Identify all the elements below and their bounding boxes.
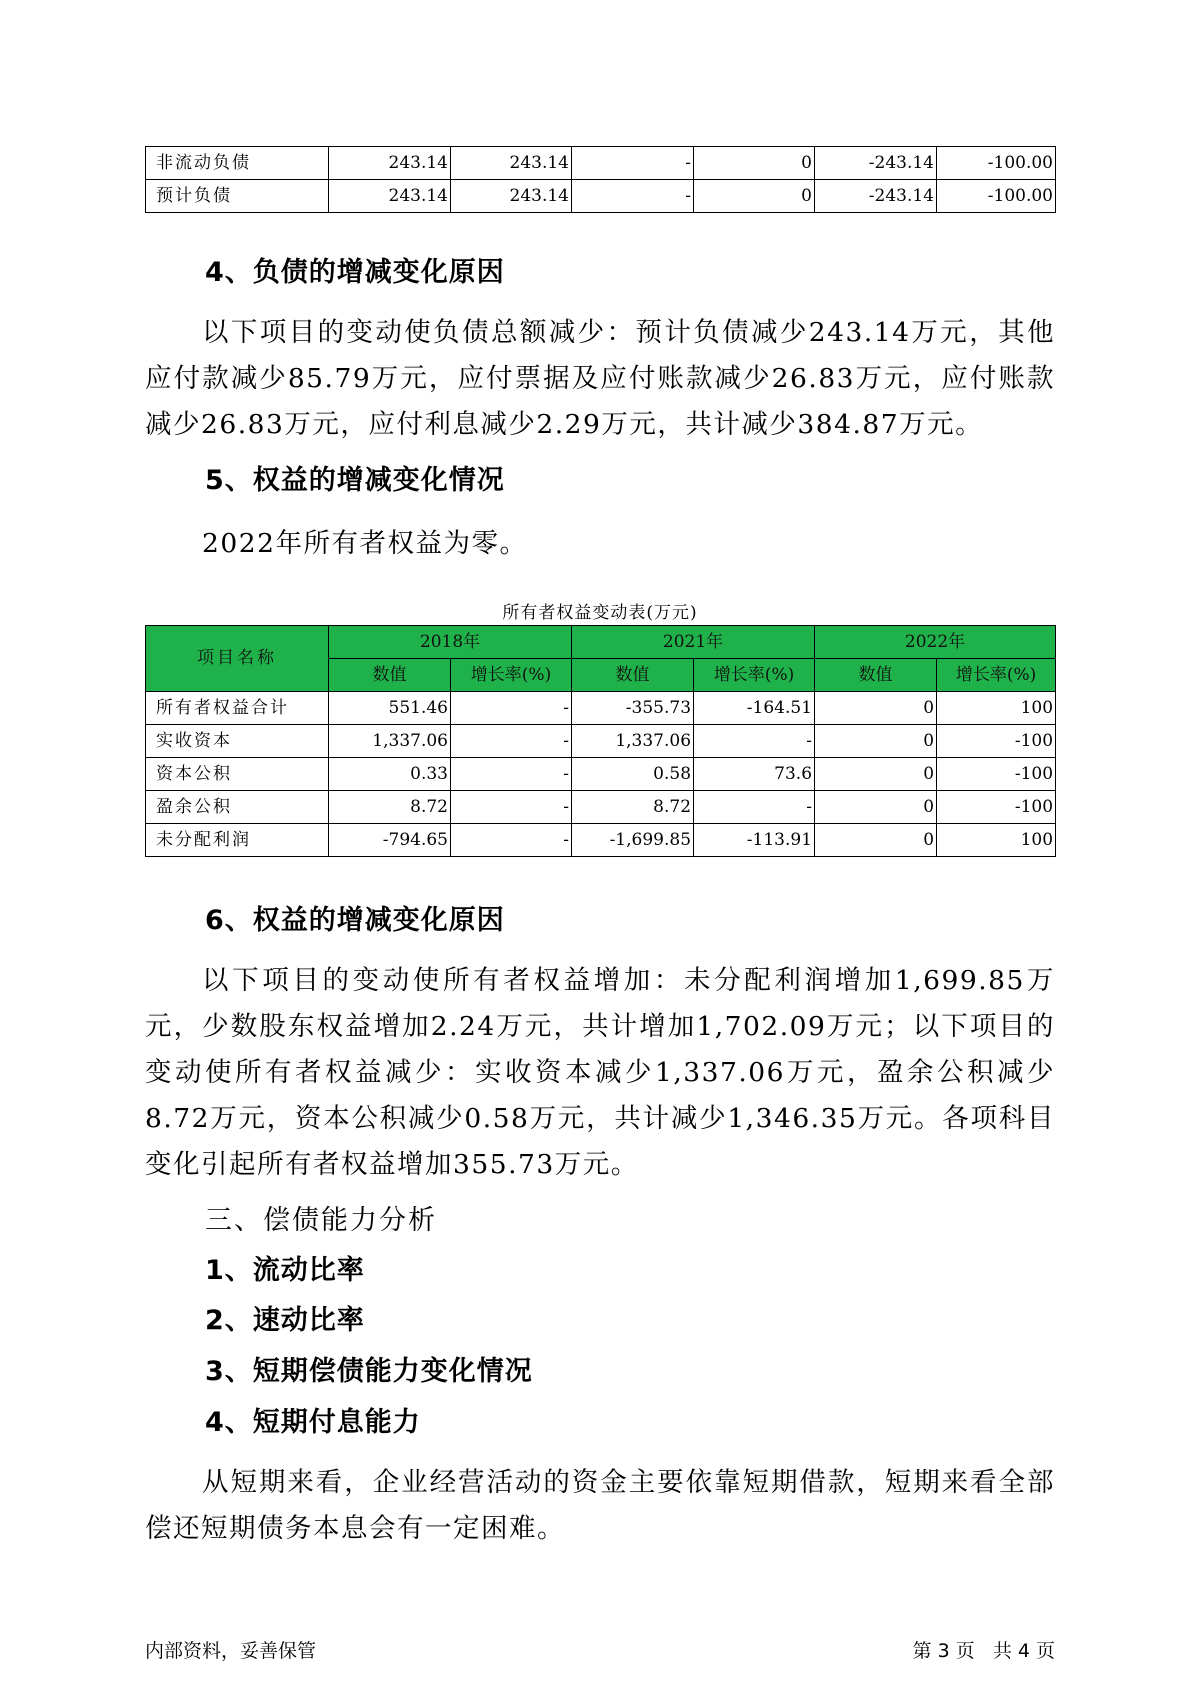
- column-header: 增长率(%): [937, 659, 1056, 692]
- section-paragraph: 2022年所有者权益为零。: [202, 528, 528, 559]
- subsection-heading: 1、流动比率: [205, 1255, 365, 1286]
- table-cell: 243.14: [451, 180, 572, 213]
- table-cell: 100: [937, 824, 1056, 857]
- table-cell: -: [451, 758, 572, 791]
- table-cell: 8.72: [572, 791, 694, 824]
- table-cell: 0: [694, 147, 815, 180]
- table-cell: 0: [815, 791, 937, 824]
- table-cell: -100: [937, 791, 1056, 824]
- table-row: [146, 725, 1056, 758]
- table-cell: -1,699.85: [572, 824, 694, 857]
- table-cell: -: [572, 147, 694, 180]
- column-header: 项目名称: [146, 626, 329, 692]
- table-cell: 8.72: [329, 791, 451, 824]
- table-caption: 所有者权益变动表(万元): [502, 603, 698, 623]
- table-cell: 243.14: [451, 147, 572, 180]
- column-header: 增长率(%): [694, 659, 815, 692]
- column-header: 2021年: [572, 626, 815, 659]
- footer-note: 内部资料，妥善保管: [145, 1640, 317, 1662]
- column-header: 数值: [815, 659, 937, 692]
- section-heading: 4、负债的增减变化原因: [205, 257, 505, 288]
- row-name: 未分配利润: [146, 824, 329, 857]
- table-row: [146, 824, 1056, 857]
- table-cell: -: [451, 692, 572, 725]
- table-cell: -: [451, 791, 572, 824]
- page-number: 第 3 页 共 4 页: [912, 1640, 1055, 1662]
- column-header: 2018年: [329, 626, 572, 659]
- section-heading: 6、权益的增减变化原因: [205, 905, 505, 936]
- section-paragraph: 从短期来看，企业经营活动的资金主要依靠短期借款，短期来看全部偿还短期债务本息会有一定困难。: [145, 1467, 1055, 1544]
- table-row: [146, 692, 1056, 725]
- equity-table: [145, 625, 1056, 857]
- column-header: 数值: [572, 659, 694, 692]
- table-cell: -: [694, 725, 815, 758]
- subsection-heading: 4、短期付息能力: [205, 1407, 421, 1438]
- table-cell: 0: [815, 725, 937, 758]
- row-name: 盈余公积: [146, 791, 329, 824]
- table-cell: 0: [694, 180, 815, 213]
- table-cell: 551.46: [329, 692, 451, 725]
- table-cell: 0: [815, 824, 937, 857]
- subsection-heading: 3、短期偿债能力变化情况: [205, 1356, 533, 1387]
- table-cell: 0: [815, 758, 937, 791]
- table-cell: -: [694, 791, 815, 824]
- row-name: 所有者权益合计: [146, 692, 329, 725]
- table-row: [146, 180, 1056, 213]
- table-cell: 0: [815, 692, 937, 725]
- table-cell: -243.14: [815, 147, 937, 180]
- table-cell: 0.58: [572, 758, 694, 791]
- table-cell: -100: [937, 758, 1056, 791]
- table-cell: -355.73: [572, 692, 694, 725]
- table-cell: -113.91: [694, 824, 815, 857]
- row-name: 实收资本: [146, 725, 329, 758]
- table-row: [146, 758, 1056, 791]
- table-cell: -: [572, 180, 694, 213]
- section-paragraph: 以下项目的变动使负债总额减少：预计负债减少243.14万元，其他应付款减少85.79万元，应付票据及应付账款减少26.83万元，应付账款减少26.83万元，应付利息减少2.29万元，共计减少384.87万元。: [145, 317, 1055, 440]
- section-heading: 5、权益的增减变化情况: [205, 465, 505, 496]
- column-header: 2022年: [815, 626, 1056, 659]
- table-cell: 73.6: [694, 758, 815, 791]
- table-row: [146, 791, 1056, 824]
- table-cell: 243.14: [329, 147, 451, 180]
- column-header: 数值: [329, 659, 451, 692]
- table-cell: -: [451, 725, 572, 758]
- table-cell: -164.51: [694, 692, 815, 725]
- table-cell: 0.33: [329, 758, 451, 791]
- table-cell: 1,337.06: [572, 725, 694, 758]
- table-row: [146, 147, 1056, 180]
- subsection-heading: 2、速动比率: [205, 1305, 365, 1336]
- row-name: 预计负债: [146, 180, 329, 213]
- row-name: 非流动负债: [146, 147, 329, 180]
- table-cell: -100.00: [937, 180, 1056, 213]
- column-header: 增长率(%): [451, 659, 572, 692]
- table-cell: -243.14: [815, 180, 937, 213]
- table-cell: -100: [937, 725, 1056, 758]
- table-cell: 100: [937, 692, 1056, 725]
- table-cell: 1,337.06: [329, 725, 451, 758]
- liabilities-table: [145, 146, 1056, 213]
- table-header-row: [146, 626, 1056, 659]
- table-cell: 243.14: [329, 180, 451, 213]
- chapter-heading: 三、偿债能力分析: [205, 1205, 437, 1236]
- row-name: 资本公积: [146, 758, 329, 791]
- table-cell: -: [451, 824, 572, 857]
- section-paragraph: 以下项目的变动使所有者权益增加：未分配利润增加1,699.85万元，少数股东权益增加2.24万元，共计增加1,702.09万元；以下项目的变动使所有者权益减少：实收资本减少1,337.06万元，盈余公积减少8.72万元，资本公积减少0.58万元，共计减少1,346.35万元。各项科目变化引起所有者权益增加355.73万元。: [145, 965, 1055, 1180]
- table-cell: -794.65: [329, 824, 451, 857]
- table-cell: -100.00: [937, 147, 1056, 180]
